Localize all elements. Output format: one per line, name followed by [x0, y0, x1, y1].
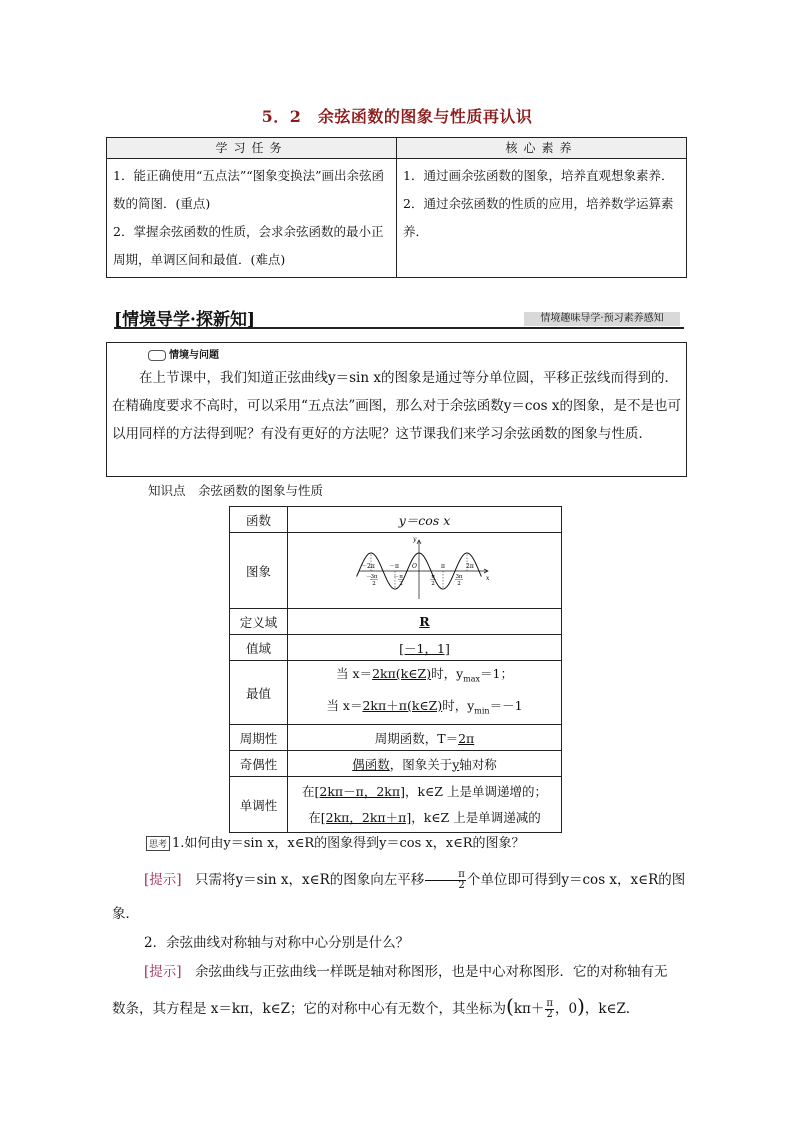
tick-label: O	[411, 563, 417, 570]
row-label: 最值	[230, 661, 288, 725]
x-axis-label: x	[485, 575, 489, 582]
tick-label: 3π	[454, 574, 463, 580]
page-title: 5．2 余弦函数的图象与性质再认识	[261, 107, 533, 126]
literacy-header: 核心素养	[397, 138, 687, 159]
answer-1-end: 象．	[112, 906, 139, 922]
section-heading: [情境导学·探新知]	[114, 310, 256, 330]
answer-1: [提示] 只需将y＝sin x，x∈R的图象向左平移 $\frac{\pi}{2}$ 个单位即可得到y＝cos x，x∈R的图	[144, 869, 686, 891]
tick-label: π	[440, 563, 445, 570]
task-item: 2．掌握余弦函数的性质，会求余弦函数的最小正周期，单调区间和最值．(难点)	[113, 224, 384, 267]
row-label: 单调性	[230, 777, 288, 833]
parity-value: 偶函数，图象关于y轴对称	[288, 751, 562, 777]
task-header: 学习任务	[107, 138, 397, 159]
row-label: 函数	[230, 507, 288, 533]
min-statement: 当 x＝2kπ＋π(k∈Z)时，$y_{min}=-1$	[326, 697, 523, 715]
scenario-icon	[148, 350, 166, 361]
cosine-graph	[355, 535, 495, 603]
max-statement: 当 x＝2kπ(k∈Z)时，$y_{max}=1$；	[336, 666, 513, 684]
scenario-text: 在上节课中，我们知道正弦曲线y＝sin x的图象是通过等分单位圆，平移正弦线而得到的．在精确度要求不高时，可以采用“五点法”画图，那么对于余弦函数y＝cos x的图象，是不是也可以用同样的方法得到呢？有没有更好的方法呢？这节课我们来学习余弦函数的图象与性质．	[112, 370, 681, 442]
literacy-item: 1．通过画余弦函数的图象，培养直观想象素养．	[403, 168, 674, 183]
row-label: 奇偶性	[230, 751, 288, 777]
hint-label: [提示]	[144, 872, 182, 888]
period-value: 周期函数，T＝2π	[288, 725, 562, 751]
task-item: 1．能正确使用“五点法”“图象变换法”画出余弦函数的简图．(重点)	[113, 168, 385, 211]
increasing-interval: 在[2kπ－π，2kπ]，k∈Z 上是单调递增的；	[302, 783, 547, 799]
think-tag: 思考	[146, 836, 170, 851]
domain-value: R	[419, 614, 430, 629]
row-label: 定义域	[230, 609, 288, 635]
row-label: 周期性	[230, 725, 288, 751]
tick-label: －π	[388, 563, 399, 570]
tick-label: 3π	[369, 574, 378, 580]
tick-label: 2	[456, 581, 461, 587]
tick-label: π	[430, 574, 435, 580]
scenario-label: 情境与问题	[148, 346, 219, 361]
tick-label: π	[398, 574, 403, 580]
y-axis-label: y	[412, 536, 416, 543]
decreasing-interval: 在[2kπ，2kπ＋π]，k∈Z 上是单调递减的	[308, 809, 541, 825]
hint-label: [提示]	[144, 964, 182, 980]
neg-sign: －	[365, 574, 372, 581]
function-value: y＝cos x	[288, 507, 562, 533]
answer-2-line2: 数条，其方程是 x＝kπ，k∈Z；它的对称中心有无数个，其坐标为(kπ＋ $\frac{\pi}{2}$ ，0)，k∈Z.	[112, 994, 630, 1020]
tick-label: －2π	[360, 563, 375, 570]
range-value: [－1，1]	[399, 640, 450, 656]
neg-sign: －	[392, 574, 399, 581]
answer-2-line1: [提示] 余弦曲线与正弦曲线一样既是轴对称图形，也是中心对称图形．它的对称轴有无	[144, 964, 668, 980]
knowledge-point-title: 知识点 余弦函数的图象与性质	[148, 483, 324, 498]
row-label: 图象	[230, 533, 288, 609]
tick-label: 2	[430, 581, 435, 587]
tick-label: 2	[398, 581, 403, 587]
think-question-2: 2．余弦曲线对称轴与对称中心分别是什么？	[144, 935, 410, 951]
row-label: 值域	[230, 635, 288, 661]
tick-label: 2π	[465, 563, 474, 570]
literacy-item: 2．通过余弦函数的性质的应用，培养数学运算素养．	[403, 196, 674, 239]
tick-label: 2	[371, 581, 376, 587]
learning-task-table	[106, 137, 687, 278]
think-question-1: 思考 1.如何由y＝sin x，x∈R的图象得到y＝cos x，x∈R的图象？	[146, 832, 525, 851]
section-tag: 情境趣味导学·预习素养感知	[524, 312, 680, 326]
cosine-property-table	[229, 506, 562, 833]
section-divider	[114, 327, 684, 329]
